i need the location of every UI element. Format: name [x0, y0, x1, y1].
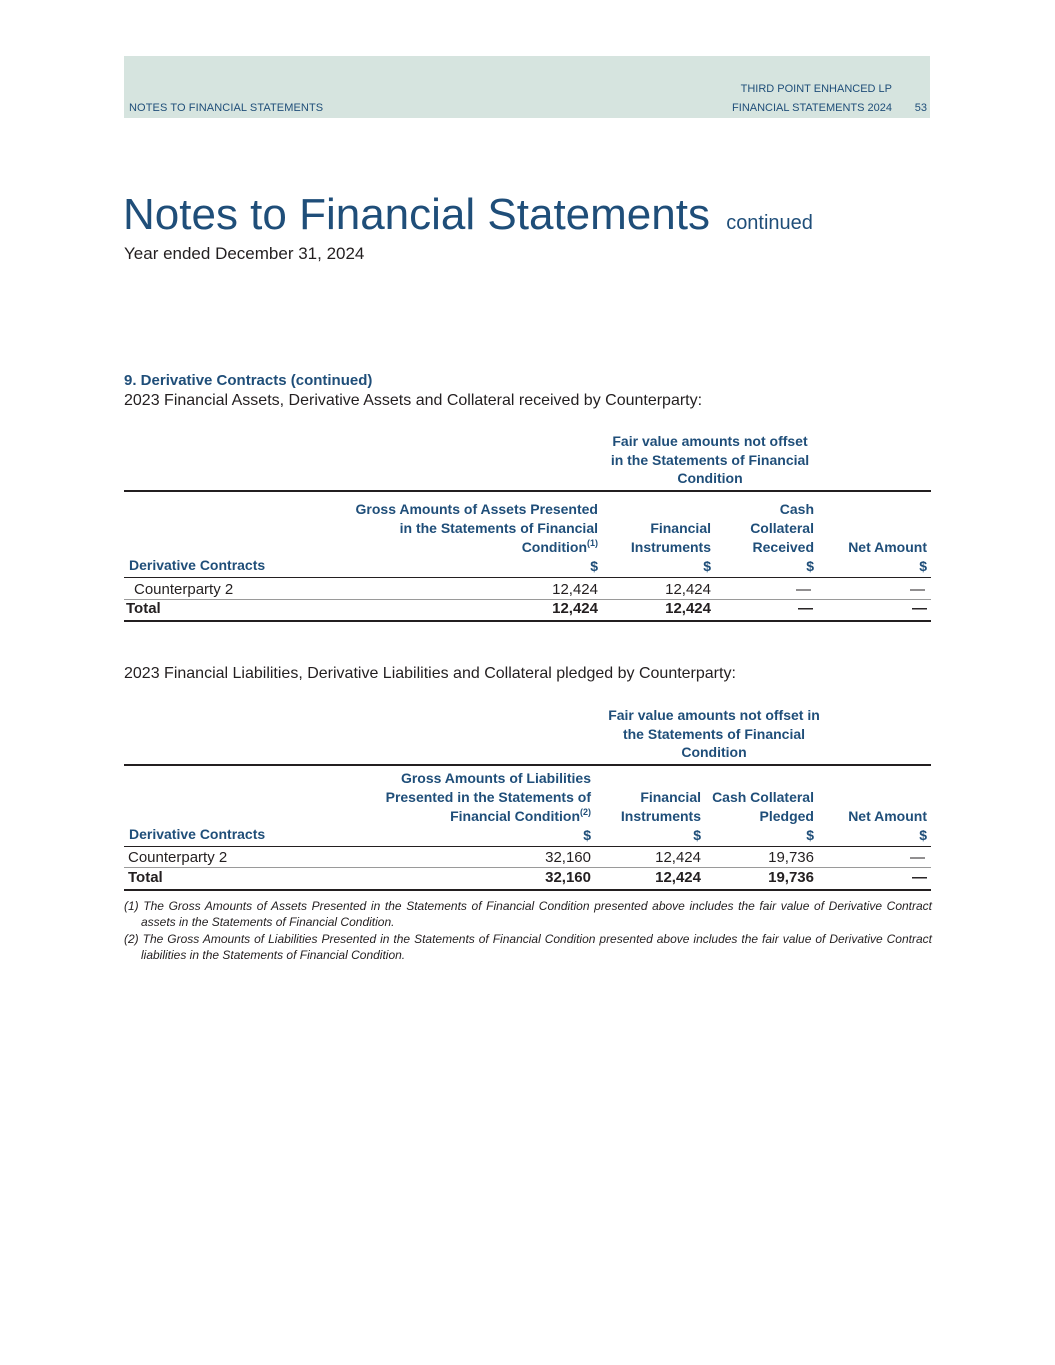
assets-table [124, 432, 931, 624]
row-net: — [910, 581, 925, 598]
total-label: Total [128, 869, 163, 886]
currency-symbol: $ [583, 827, 591, 843]
total-financial: 12,424 [655, 869, 701, 886]
col-cash-line: Cash [779, 501, 814, 517]
header-section-label: NOTES TO FINANCIAL STATEMENTS [129, 102, 324, 114]
assets-group-header-line: in the Statements of Financial [610, 451, 810, 468]
col-cash-collateral [750, 500, 814, 576]
row-net: — [910, 849, 925, 866]
footnote-1: (1) The Gross Amounts of Assets Presented in the Statements of Financial Condition presented above includes the fair value of Derivative Contract assets in the Statements of Financial Condition. [124, 899, 932, 929]
col-derivative-contracts: Derivative Contracts [129, 826, 266, 842]
total-cash: — [798, 600, 813, 617]
footnote-ref: (2) [580, 807, 591, 817]
col-financial-instruments [631, 519, 711, 576]
col-cash-line: Collateral [750, 520, 814, 536]
col-gross-line: Financial Condition [450, 808, 580, 824]
col-net-line: Net Amount [848, 808, 927, 824]
assets-intro: 2023 Financial Assets, Derivative Assets and Collateral received by Counterparty: [124, 392, 703, 409]
row-cash: 19,736 [768, 849, 814, 866]
total-label: Total [126, 600, 161, 617]
col-financial-line: Instruments [620, 808, 701, 824]
total-financial: 12,424 [665, 600, 711, 617]
col-derivative-contracts: Derivative Contracts [129, 557, 266, 573]
header-company: THIRD POINT ENHANCED LP [740, 83, 892, 95]
col-financial-instruments [621, 788, 701, 845]
row-label: Counterparty 2 [134, 581, 234, 598]
liabilities-group-header-line: the Statements of Financial [622, 725, 806, 742]
row-gross: 32,160 [545, 849, 591, 866]
total-net: — [912, 869, 927, 886]
page-subtitle: Year ended December 31, 2024 [124, 244, 365, 263]
page-header [124, 56, 930, 118]
liabilities-table [124, 706, 931, 892]
currency-symbol: $ [806, 827, 814, 843]
currency-symbol: $ [590, 558, 598, 574]
col-net-amount [848, 807, 927, 845]
page-title-continued: continued [726, 212, 813, 234]
row-cash: — [796, 581, 811, 598]
col-gross-amounts [356, 500, 598, 576]
col-gross-line: Gross Amounts of Assets Presented [355, 501, 598, 517]
page-title-main: Notes to Financial Statements [123, 190, 710, 239]
total-gross: 12,424 [552, 600, 598, 617]
col-cash-collateral [712, 788, 814, 845]
assets-group-header [594, 432, 826, 488]
page-number: 53 [914, 102, 927, 114]
currency-symbol: $ [919, 558, 927, 574]
col-financial-line: Financial [650, 520, 711, 536]
table-rule [124, 889, 931, 891]
col-cash-line: Received [752, 539, 814, 555]
row-financial: 12,424 [665, 581, 711, 598]
assets-group-header-line: Fair value amounts not offset [612, 433, 808, 449]
header-report: FINANCIAL STATEMENTS 2024 [732, 102, 892, 114]
table-rule [124, 620, 931, 622]
col-net-amount [848, 538, 927, 576]
row-label: Counterparty 2 [128, 849, 228, 866]
assets-group-header-line: Condition [677, 470, 743, 486]
table-rule [124, 846, 931, 847]
col-financial-line: Financial [640, 789, 701, 805]
liabilities-group-header-line: Fair value amounts not offset in [608, 707, 820, 723]
liabilities-group-header [594, 706, 834, 762]
currency-symbol: $ [919, 827, 927, 843]
col-gross-amounts [386, 769, 591, 845]
total-cash: 19,736 [768, 869, 814, 886]
total-net: — [912, 600, 927, 617]
col-gross-line: Gross Amounts of Liabilities [400, 770, 591, 786]
row-financial: 12,424 [655, 849, 701, 866]
col-net-line: Net Amount [848, 539, 927, 555]
row-gross: 12,424 [552, 581, 598, 598]
col-gross-line: Presented in the Statements of [385, 789, 591, 805]
liabilities-intro: 2023 Financial Liabilities, Derivative Liabilities and Collateral pledged by Counterparty: [124, 665, 736, 682]
currency-symbol: $ [693, 827, 701, 843]
section-heading: 9. Derivative Contracts (continued) [124, 372, 373, 389]
table-rule [124, 764, 931, 766]
page-title [123, 190, 813, 240]
currency-symbol: $ [806, 558, 814, 574]
liabilities-group-header-line: Condition [681, 744, 747, 760]
col-cash-line: Cash Collateral [712, 789, 814, 805]
footnote-2: (2) The Gross Amounts of Liabilities Presented in the Statements of Financial Condition presented above includes the fair value of Derivative Contract liabilities in the Statements of Financial Condition. [124, 932, 932, 962]
footnote-ref: (1) [587, 538, 598, 548]
col-gross-line: in the Statements of Financial [399, 520, 598, 536]
col-financial-line: Instruments [630, 539, 711, 555]
col-gross-line: Condition [521, 539, 587, 555]
table-rule [124, 490, 931, 492]
currency-symbol: $ [703, 558, 711, 574]
total-gross: 32,160 [545, 869, 591, 886]
col-cash-line: Pledged [759, 808, 814, 824]
table-rule [124, 577, 931, 578]
